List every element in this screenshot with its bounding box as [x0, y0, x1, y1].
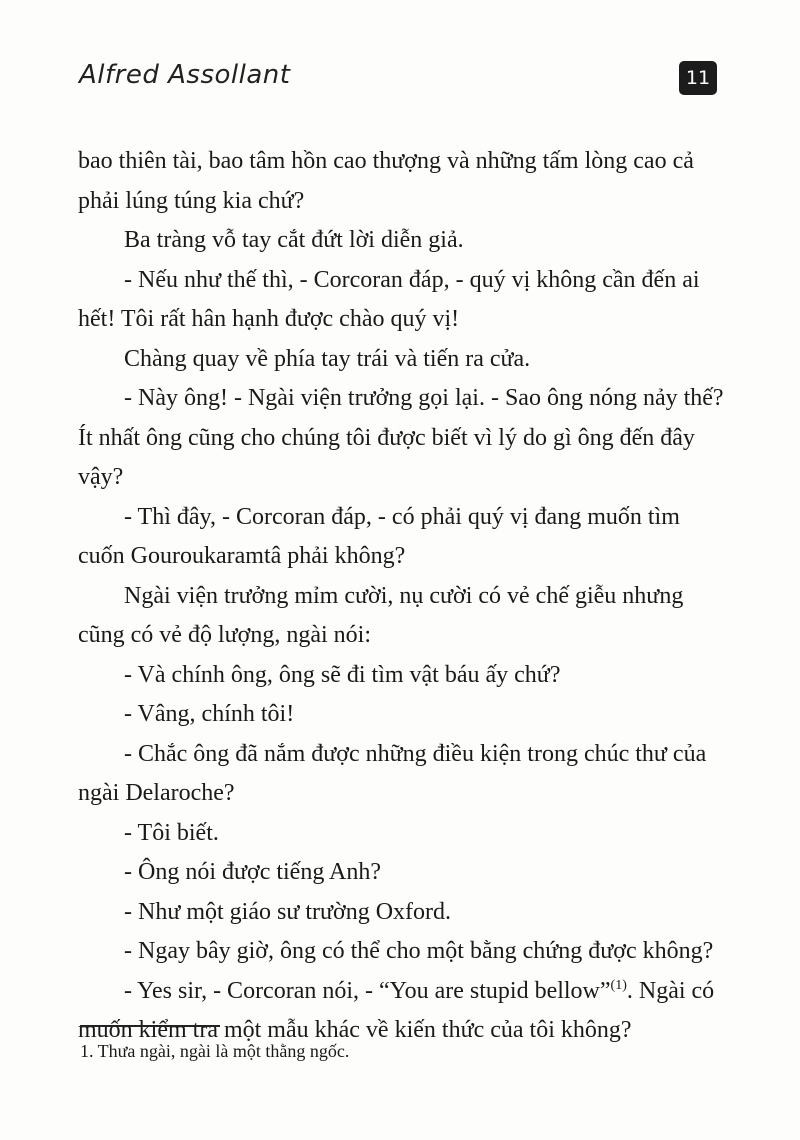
footnote-reference: (1): [610, 977, 627, 993]
paragraph: - Ngay bây giờ, ông có thể cho một bằng chứng được không?: [124, 938, 714, 964]
paragraph: Ba tràng vỗ tay cắt đứt lời diễn giả.: [124, 227, 464, 253]
paragraph: - Thì đây, - Corcoran đáp, - có phải quý vị đang muốn tìm cuốn Gouroukaramtâ phải không?: [78, 503, 680, 569]
paragraph: - Vâng, chính tôi!: [124, 701, 295, 727]
footnote: 1. Thưa ngài, ngài là một thằng ngốc.: [80, 1041, 350, 1061]
paragraph: Ngài viện trưởng mỉm cười, nụ cười có vẻ chế giễu nhưng cũng có vẻ độ lượng, ngài nói:: [78, 582, 684, 648]
paragraph: bao thiên tài, bao tâm hồn cao thượng và những tấm lòng cao cả phải lúng túng kia chứ?: [78, 148, 694, 214]
page-number-badge: 11: [679, 61, 717, 95]
paragraph: - Ông nói được tiếng Anh?: [124, 859, 381, 885]
footnote-divider: [80, 1025, 220, 1027]
paragraph: - Tôi biết.: [124, 819, 219, 846]
paragraph-text: - Yes sir, - Corcoran nói, - “You are stupid bellow”: [124, 977, 611, 1004]
paragraph: - Nếu như thế thì, - Corcoran đáp, - quý vị không cần đến ai hết! Tôi rất hân hạnh được chào quý vị!: [78, 266, 700, 332]
paragraph: [78, 972, 728, 1051]
paragraph-text: . Ngài có muốn kiểm tra một mẫu khác về kiến thức của tôi không?: [78, 977, 715, 1043]
paragraph: - Như một giáo sư trường Oxford.: [124, 898, 452, 925]
running-header-author: Alfred Assollant: [79, 60, 291, 90]
paragraph: - Và chính ông, ông sẽ đi tìm vật báu ấy chứ?: [124, 661, 561, 688]
paragraph: Chàng quay về phía tay trái và tiến ra cửa.: [124, 345, 531, 372]
paragraph: - Chắc ông đã nắm được những điều kiện trong chúc thư của ngài Delaroche?: [78, 740, 707, 806]
paragraph: - Này ông! - Ngài viện trưởng gọi lại. - Sao ông nóng nảy thế? Ít nhất ông cũng cho chúng tôi được biết vì lý do gì ông đến đây vậy?: [78, 385, 724, 490]
body-text: [78, 142, 728, 1051]
